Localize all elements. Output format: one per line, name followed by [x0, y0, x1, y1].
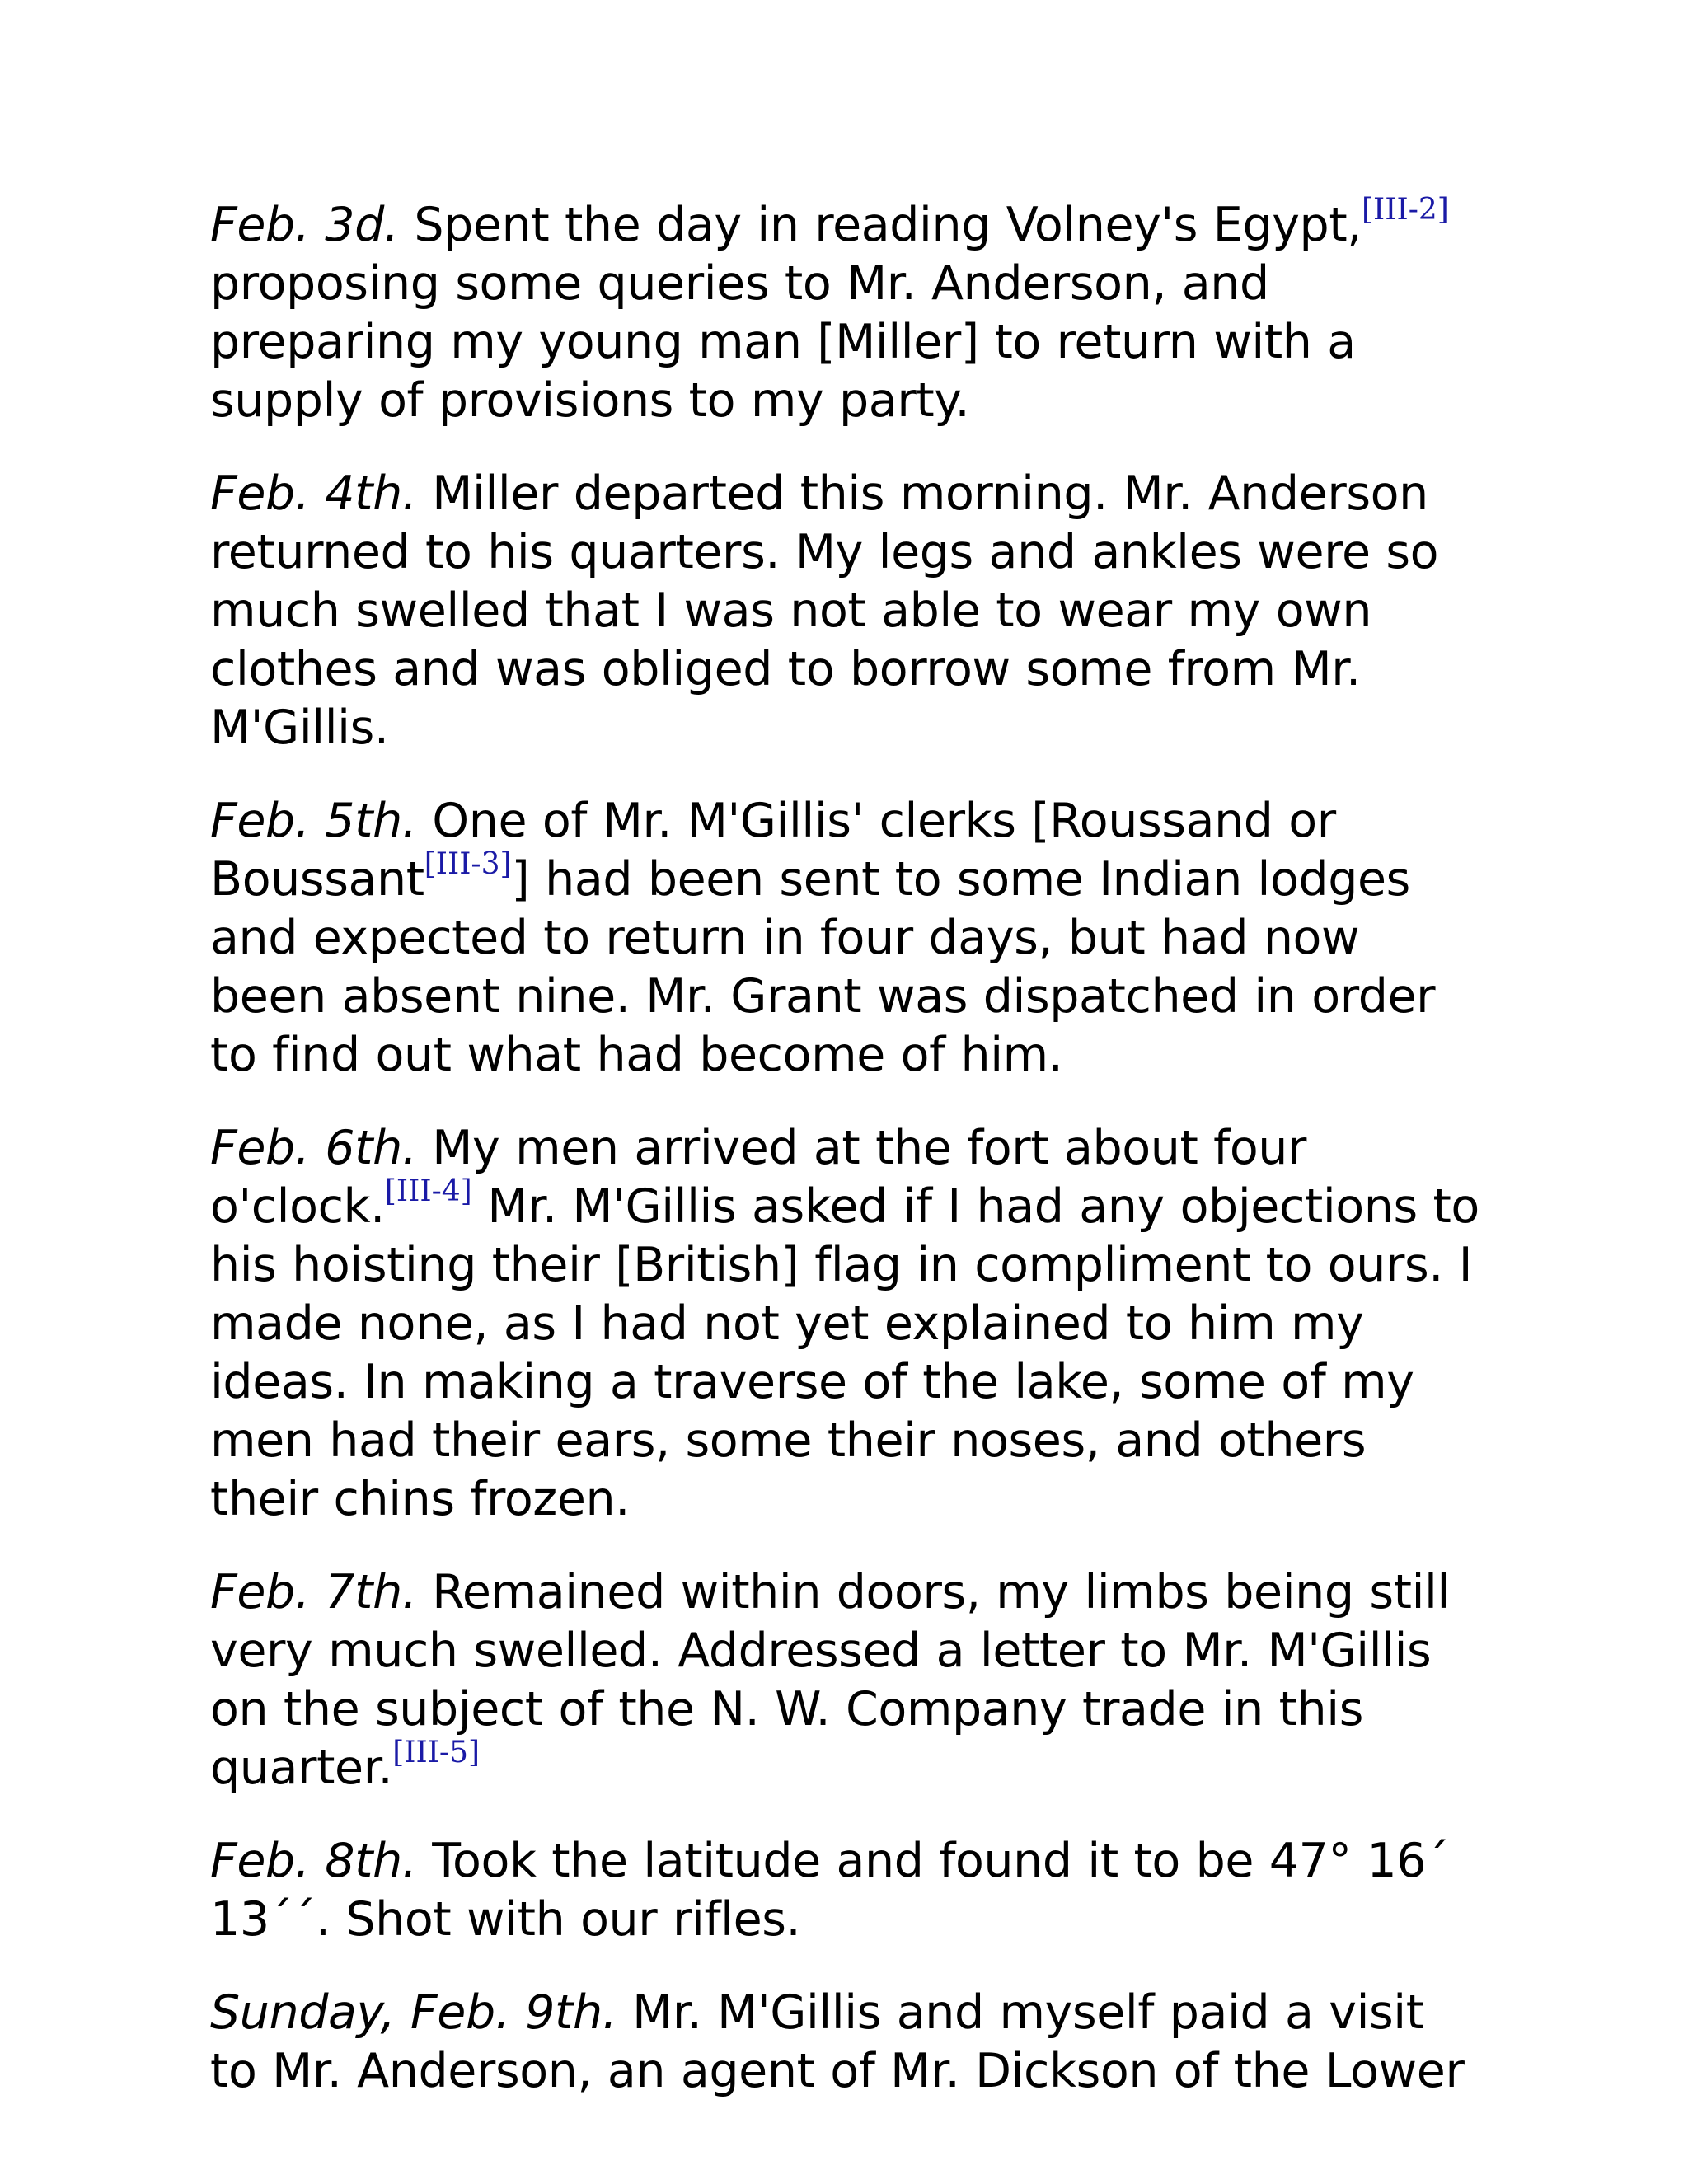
entry-date: Feb. 6th.	[210, 1121, 417, 1175]
entry-text: Mr. M'Gillis asked if I had any objections to his hoisting their [British] flag in compliment to ours. I made none, as I had not yet explained to him my ideas. In making a traverse of the lake, some of my men had their ears, some their noses, and others their chins frozen.	[210, 1179, 1479, 1526]
footnote-link-iii-4[interactable]: [III-4]	[384, 1174, 472, 1208]
footnote-link-iii-5[interactable]: [III-5]	[392, 1736, 481, 1769]
journal-entry-feb-3	[210, 193, 1479, 430]
journal-entry-feb-7	[210, 1563, 1479, 1797]
journal-entry-feb-9	[210, 1984, 1479, 2101]
entry-date: Feb. 8th.	[210, 1834, 417, 1888]
entry-date: Feb. 3d.	[210, 198, 399, 252]
journal-entry-feb-4	[210, 465, 1479, 757]
footnote-link-iii-2[interactable]: [III-2]	[1361, 193, 1449, 227]
entry-text: Spent the day in reading Volney's Egypt,	[398, 198, 1362, 252]
entry-text: ] had been sent to some Indian lodges and expected to return in four days, but had now been absent nine. Mr. Grant was dispatched in order to find out what had become of him.	[210, 852, 1436, 1082]
journal-entry-feb-5	[210, 792, 1479, 1085]
entry-text: Remained within doors, my limbs being still very much swelled. Addressed a letter to Mr. M'Gillis on the subject of the N. W. Company trade in this quarter.	[210, 1565, 1450, 1795]
footnote-link-iii-3[interactable]: [III-3]	[424, 847, 512, 881]
entry-text: One of Mr. M'Gillis' clerks [Roussand or Boussant	[210, 794, 1336, 907]
entry-date: Feb. 5th.	[210, 794, 417, 848]
entry-text: Mr. M'Gillis and myself paid a visit to Mr. Anderson, an agent of Mr. Dickson of the Lower	[210, 1985, 1465, 2098]
journal-entry-feb-8	[210, 1832, 1479, 1949]
entry-date: Sunday, Feb. 9th.	[210, 1985, 617, 2040]
journal-entry-feb-6	[210, 1119, 1479, 1529]
entry-text: Miller departed this morning. Mr. Anderson returned to his quarters. My legs and ankles were so much swelled that I was not able to wear my own clothes and was obliged to borrow some from Mr. M'Gillis.	[210, 466, 1439, 755]
entry-text: Took the latitude and found it to be 47° 16´ 13´´. Shot with our rifles.	[210, 1834, 1450, 1947]
document-page	[210, 193, 1479, 2135]
entry-date: Feb. 7th.	[210, 1565, 417, 1619]
entry-text: proposing some queries to Mr. Anderson, and preparing my young man [Miller] to return with a supply of provisions to my party.	[210, 256, 1356, 428]
entry-date: Feb. 4th.	[210, 466, 417, 521]
entry-text: My men arrived at the fort about four o'clock.	[210, 1121, 1307, 1234]
